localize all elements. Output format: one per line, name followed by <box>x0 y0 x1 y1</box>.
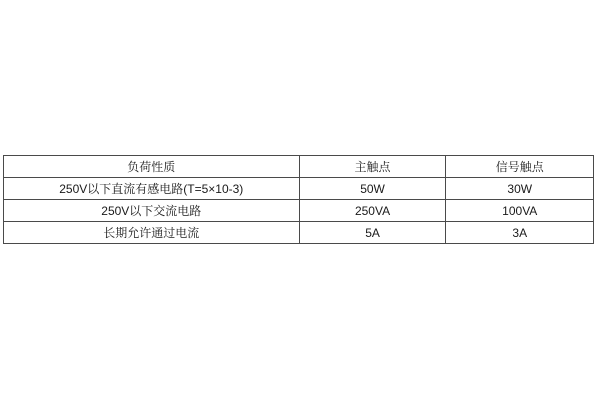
table-row <box>4 200 594 222</box>
table-row <box>4 222 594 244</box>
table-row <box>4 178 594 200</box>
header-cell-load-nature: 负荷性质 <box>4 156 300 178</box>
cell-signal-contact-value: 30W <box>446 178 594 200</box>
cell-load-nature: 250V以下交流电路 <box>4 200 300 222</box>
cell-load-nature: 250V以下直流有感电路(T=5×10-3) <box>4 178 300 200</box>
table-header-row <box>4 156 594 178</box>
header-cell-signal-contact: 信号触点 <box>446 156 594 178</box>
cell-signal-contact-value: 3A <box>446 222 594 244</box>
cell-main-contact-value: 250VA <box>299 200 446 222</box>
cell-signal-contact-value: 100VA <box>446 200 594 222</box>
cell-main-contact-value: 5A <box>299 222 446 244</box>
header-cell-main-contact: 主触点 <box>299 156 446 178</box>
cell-load-nature: 长期允许通过电流 <box>4 222 300 244</box>
cell-main-contact-value: 50W <box>299 178 446 200</box>
load-rating-table <box>3 155 594 244</box>
